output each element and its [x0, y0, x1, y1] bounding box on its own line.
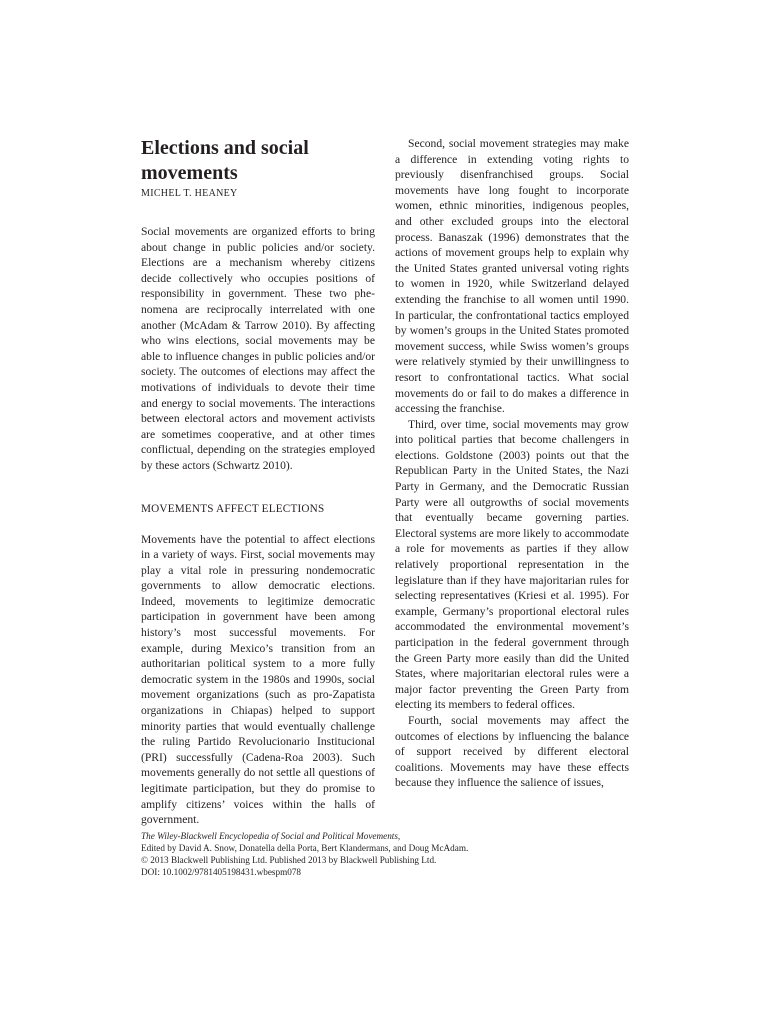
- section-heading: MOVEMENTS AFFECT ELECTIONS: [141, 502, 325, 515]
- body-paragraph: Movements have the potential to affect elections in a variety of ways. First, social movements may play a vital role in pressuring nondemocratic governments to allow democratic elections. Indeed, movements to legitimize democratic participation in government have been among history’s most successful movements. For example, during Mexico’s transition from an authoritarian political system to a more fully democratic system in the 1980s and 1990s, social movement organizations (such as pro-Zapatista organizations in Chiapas) helped to support minority parties that would eventually challenge the ruling Partido Revolucionario Institucional (PRI) successfully (Cadena-Roa 2003). Such movements generally do not settle all questions of legitimate participation, but they do promise to amplify citizens’ voices within the halls of government.: [141, 532, 375, 827]
- abstract-paragraph: Social movements are organized efforts to bring about change in public policies and/or society. Elections are a mechanism whereby citizens decide collectively who occupies positions of responsibility in government. These two phenomena are reciprocally interrelated with one another (McAdam & Tarrow 2010). By affecting who wins elections, social movements may be able to influence changes in public policies and/or society. The outcomes of elections may affect the motivations of individuals to devote their time and energy to social movements. The interactions between electoral actors and movement activists are sometimes cooperative, and at other times conflictual, depending on the strategies employed by these actors (Schwartz 2010).: [141, 225, 375, 472]
- body-paragraph: Third, over time, social movements may grow into political parties that become challengers in elections. Goldstone (2003) points out that the Republican Party in the United States, the Nazi Party in Germany, and the Democratic Russian Party were all outgrowths of social movements that eventually became governing parties. Electoral systems are more likely to accommodate a role for movements as parties if they allow relatively proportional representation in the legislature than if they have majoritarian rules for selecting representatives (Kriesi et al. 1995). For example, Germany’s proportional electoral rules accommodated the environmental movement’s participation in the federal government through the Green Party more easily than did the United States, where majoritarian electoral rules were a major factor preventing the Green Party from electing its members to federal offices.: [395, 417, 629, 712]
- article-author: MICHEL T. HEANEY: [141, 188, 238, 199]
- book-title: The Wiley-Blackwell Encyclopedia of Social and Political Movements,: [141, 831, 401, 841]
- article-title: Elections and social movements: [141, 137, 309, 184]
- body-paragraph: Second, social movement strategies may make a difference in extending voting rights to previously disenfranchised groups. Social movements have long fought to incorporate women, ethnic minorities, indigenous peoples, and other excluded groups into the electoral process. Banaszak (1996) demonstrates that the actions of movement groups help to explain why the United States granted universal voting rights to women in 1920, while Switzerland delayed extending the franchise to all women until 1990. In particular, the confrontational tactics employed by women’s groups in the United States promoted movement success, while Swiss women’s groups were relatively stymied by their unwillingness to resort to confrontational tactics. What social movements do or fail to do makes a difference in accessing the franchise.: [395, 137, 629, 416]
- body-paragraph: Fourth, social movements may affect the outcomes of elections by influencing the balance of support received by different electoral coalitions. Movements may have these effects because they influence the salience of issues,: [395, 713, 629, 790]
- doi-line: DOI: 10.1002/9781405198431.wbespm078: [141, 867, 302, 877]
- left-column: [141, 136, 375, 828]
- editors-line: Edited by David A. Snow, Donatella della Porta, Bert Klandermans, and Doug McAdam.: [141, 843, 469, 853]
- right-column: [395, 136, 629, 791]
- citation-footer: [141, 830, 561, 878]
- copyright-line: © 2013 Blackwell Publishing Ltd. Published 2013 by Blackwell Publishing Ltd.: [141, 855, 437, 865]
